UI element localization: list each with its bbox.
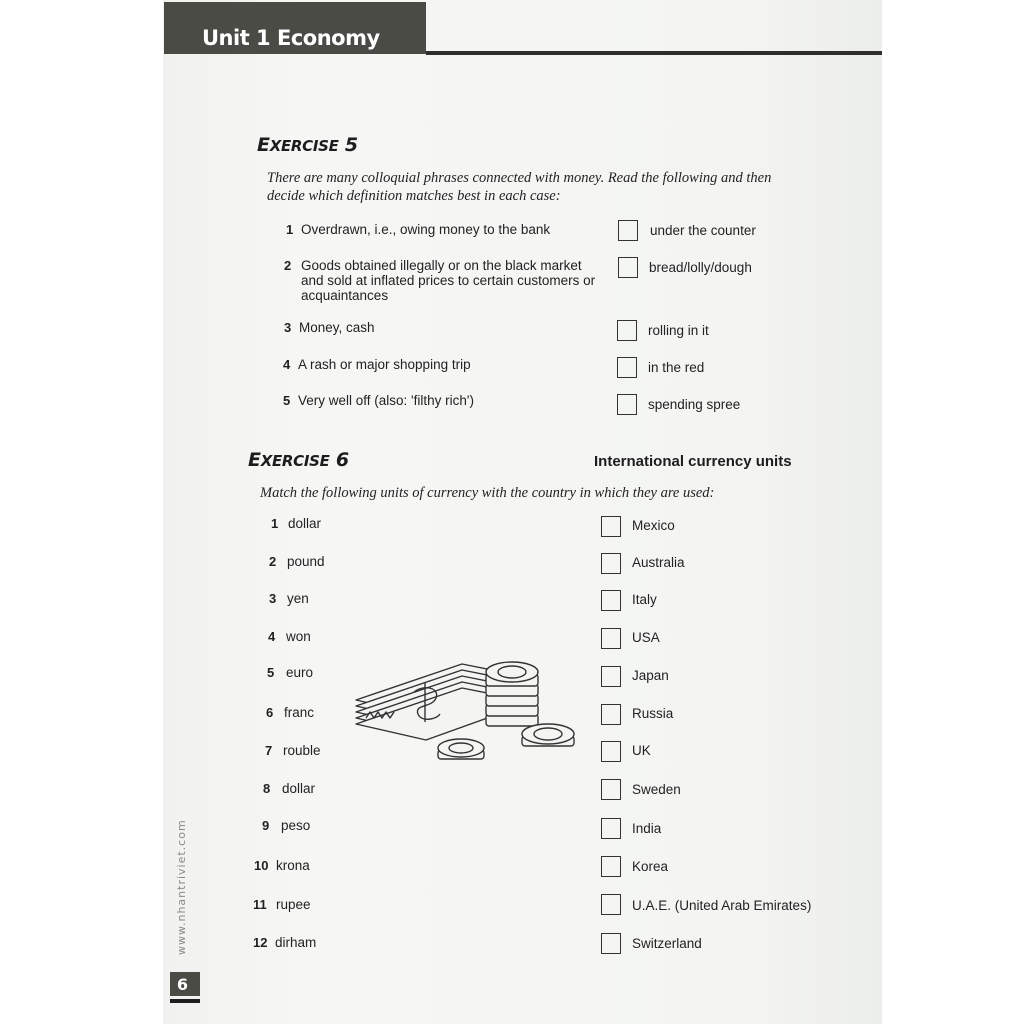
ex6-answer-checkbox[interactable] [601, 818, 621, 839]
ex6-country: Korea [632, 859, 669, 874]
ex6-country: Sweden [632, 782, 681, 797]
ex6-answer-checkbox[interactable] [601, 894, 621, 915]
ex6-currency: franc [284, 705, 315, 720]
ex6-country: Switzerland [632, 936, 702, 951]
ex5-item-num: 3 [284, 320, 292, 335]
ex5-item-num: 1 [286, 222, 294, 237]
header-rule [426, 51, 882, 55]
exercise6-title: EXERCISE 6 [248, 449, 349, 471]
ex6-currency-num: 3 [269, 591, 277, 606]
ex6-currency-num: 12 [253, 935, 268, 950]
ex6-currency: peso [281, 818, 311, 833]
exercise5-instructions: There are many colloquial phrases connected with money. Read the following and then decide which definition matches best in each case: [267, 170, 772, 204]
ex6-currency-num: 9 [262, 818, 270, 833]
ex6-answer-checkbox[interactable] [601, 933, 621, 954]
ex5-answer-checkbox[interactable] [618, 257, 638, 278]
ex6-country: Mexico [632, 518, 675, 533]
ex6-currency: krona [276, 858, 310, 873]
ex6-currency-num: 7 [265, 743, 273, 758]
ex6-currency-num: 11 [253, 897, 267, 912]
ex5-answer-checkbox[interactable] [617, 394, 637, 415]
ex6-currency-num: 6 [266, 705, 274, 720]
ex6-currency: euro [286, 665, 314, 680]
ex6-country: Japan [632, 668, 669, 683]
exercise5-title: EXERCISE 5 [257, 134, 358, 156]
ex6-answer-checkbox[interactable] [601, 553, 621, 574]
money-illustration-icon [352, 652, 592, 768]
ex6-currency: dollar [288, 516, 322, 531]
ex6-currency-num: 8 [263, 781, 271, 796]
ex5-item-num: 5 [283, 393, 291, 408]
ex5-item-num: 4 [283, 357, 291, 372]
ex6-currency: yen [287, 591, 309, 606]
ex6-currency: pound [287, 554, 325, 569]
page-number: 6 [170, 972, 200, 996]
ex6-answer-checkbox[interactable] [601, 779, 621, 800]
exercise6-instructions: Match the following units of currency with the country in which they are used: [260, 485, 715, 501]
ex6-answer-checkbox[interactable] [601, 856, 621, 877]
ex6-country: Australia [632, 555, 685, 570]
ex5-item-num: 2 [284, 258, 292, 273]
ex5-option: spending spree [648, 397, 741, 412]
ex6-answer-checkbox[interactable] [601, 704, 621, 725]
ex6-currency-num: 4 [268, 629, 276, 644]
ex6-currency: rupee [276, 897, 311, 912]
ex6-country: Russia [632, 706, 674, 721]
ex5-item-text: Overdrawn, i.e., owing money to the bank [301, 222, 551, 237]
footer-website: www.nhantriviet.com [175, 819, 188, 955]
ex5-item-text: Money, cash [299, 320, 375, 335]
ex6-answer-checkbox[interactable] [601, 741, 621, 762]
ex5-option: bread/lolly/dough [649, 260, 752, 275]
unit-header-tab [164, 2, 426, 54]
ex5-option: rolling in it [648, 323, 709, 338]
unit-title: Unit 1 Economy [202, 26, 380, 50]
ex5-option: in the red [648, 360, 705, 375]
ex6-country: Italy [632, 592, 657, 607]
ex6-currency-num: 2 [269, 554, 277, 569]
ex5-answer-checkbox[interactable] [617, 357, 637, 378]
page-number-rule [170, 999, 200, 1003]
ex5-option: under the counter [650, 223, 756, 238]
ex6-country: U.A.E. (United Arab Emirates) [632, 898, 812, 913]
ex5-item-text: Goods obtained illegally or on the black market and sold at inflated prices to certain customers or acquaintances [301, 258, 596, 303]
exercise6-subtitle: International currency units [594, 453, 792, 470]
ex6-answer-checkbox[interactable] [601, 628, 621, 649]
ex6-currency-num: 5 [267, 665, 275, 680]
ex6-currency-num: 10 [254, 858, 269, 873]
ex6-answer-checkbox[interactable] [601, 590, 621, 611]
ex6-country: India [632, 821, 662, 836]
ex6-currency: dirham [275, 935, 317, 950]
ex6-answer-checkbox[interactable] [601, 666, 621, 687]
ex5-answer-checkbox[interactable] [617, 320, 637, 341]
ex6-answer-checkbox[interactable] [601, 516, 621, 537]
ex6-currency: dollar [282, 781, 316, 796]
ex6-country: USA [632, 630, 660, 645]
ex5-item-text: Very well off (also: 'filthy rich') [298, 393, 474, 408]
ex6-currency: won [286, 629, 311, 644]
ex5-answer-checkbox[interactable] [618, 220, 638, 241]
ex6-country: UK [632, 743, 651, 758]
ex6-currency: rouble [283, 743, 321, 758]
ex6-currency-num: 1 [271, 516, 279, 531]
ex5-item-text: A rash or major shopping trip [298, 357, 471, 372]
